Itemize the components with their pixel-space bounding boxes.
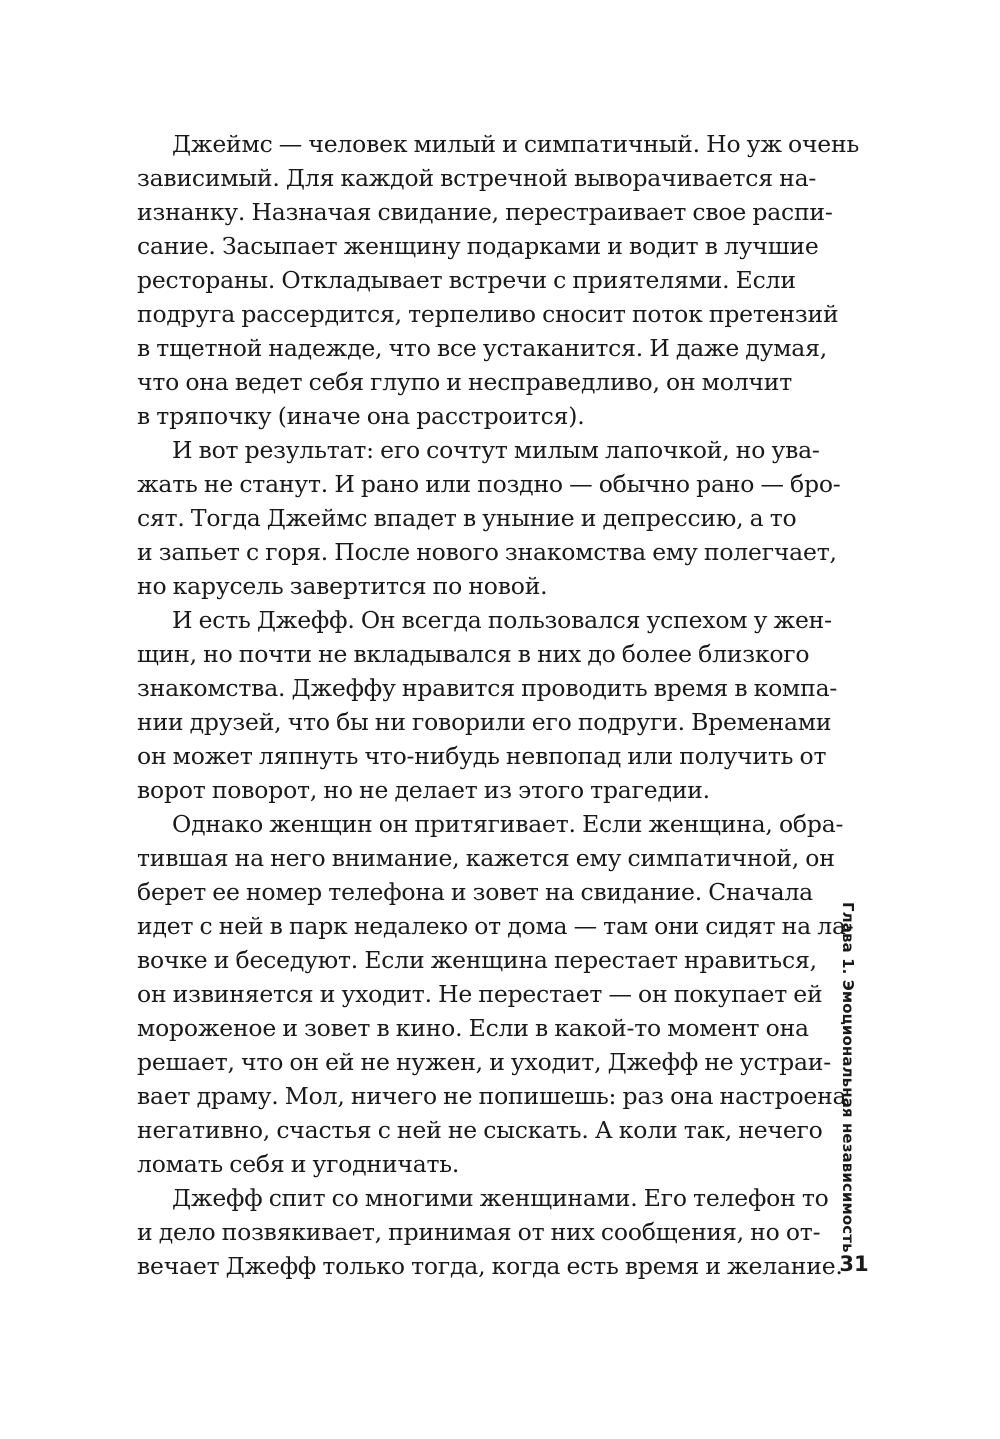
paragraph-2-line-5: но карусель завертится по новой. — [137, 572, 548, 600]
paragraph-4-line-10: негативно, счастья с ней не сыскать. А коли так, нечего — [137, 1116, 823, 1144]
paragraph-1-line-1: Джеймс — человек милый и симпатичный. Но уж очень — [172, 130, 860, 158]
paragraph-5-line-3: вечает Джефф только тогда, когда есть время и желание. — [137, 1252, 843, 1280]
paragraph-1-line-9: в тряпочку (иначе она расстроится). — [137, 402, 585, 430]
paragraph-2-line-1: И вот результат: его сочтут милым лапочкой, но ува- — [172, 436, 820, 464]
paragraph-4-line-1: Однако женщин он притягивает. Если женщина, обра- — [172, 810, 844, 838]
paragraph-4-line-4: идет с ней в парк недалеко от дома — там они сидят на ла- — [137, 912, 854, 940]
paragraph-4-line-11: ломать себя и угодничать. — [137, 1150, 460, 1178]
paragraph-1-line-2: зависимый. Для каждой встречной выворачивается на- — [137, 164, 817, 192]
paragraph-3-line-6: ворот поворот, но не делает из этого трагедии. — [137, 776, 710, 804]
paragraph-1-line-8: что она ведет себя глупо и несправедливо, он молчит — [137, 368, 793, 396]
running-head-text: Глава 1. Эмоциональная независимость — [839, 902, 857, 1253]
paragraph-4-line-5: вочке и беседуют. Если женщина перестает нравиться, — [137, 946, 817, 974]
paragraph-4-line-7: мороженое и зовет в кино. Если в какой-то момент она — [137, 1014, 809, 1042]
paragraph-3-line-2: щин, но почти не вкладывался в них до более близкого — [137, 640, 810, 668]
paragraph-2-line-4: и запьет с горя. После нового знакомства ему полегчает, — [137, 538, 837, 566]
paragraph-4-line-3: берет ее номер телефона и зовет на свидание. Сначала — [137, 878, 813, 906]
paragraph-5-line-2: и дело позвякивает, принимая от них сообщения, но от- — [137, 1218, 821, 1246]
paragraph-4-line-8: решает, что он ей не нужен, и уходит, Джефф не устраи- — [137, 1048, 831, 1076]
paragraph-3-line-3: знакомства. Джеффу нравится проводить время в компа- — [137, 674, 838, 702]
paragraph-5-line-1: Джефф спит со многими женщинами. Его телефон то — [172, 1184, 829, 1212]
paragraph-1-line-5: рестораны. Откладывает встречи с приятелями. Если — [137, 266, 796, 294]
paragraph-1-line-6: подруга рассердится, терпеливо сносит поток претензий — [137, 300, 839, 328]
paragraph-3-line-1: И есть Джефф. Он всегда пользовался успехом у жен- — [172, 606, 832, 634]
page-number: 31 — [839, 1252, 869, 1276]
paragraph-4-line-9: вает драму. Мол, ничего не попишешь: раз она настроена — [137, 1082, 847, 1110]
paragraph-1-line-3: изнанку. Назначая свидание, перестраивает свое распи- — [137, 198, 833, 226]
paragraph-2-line-2: жать не станут. И рано или поздно — обычно рано — бро- — [137, 470, 841, 498]
paragraph-4-line-6: он извиняется и уходит. Не перестает — он покупает ей — [137, 980, 823, 1008]
paragraph-3-line-5: он может ляпнуть что-нибудь невпопад или получить от — [137, 742, 827, 770]
paragraph-1-line-7: в тщетной надежде, что все устаканится. И даже думая, — [137, 334, 827, 362]
paragraph-1-line-4: сание. Засыпает женщину подарками и водит в лучшие — [137, 232, 819, 260]
running-head — [838, 902, 858, 1253]
paragraph-2-line-3: сят. Тогда Джеймс впадет в уныние и депрессию, а то — [137, 504, 797, 532]
paragraph-3-line-4: нии друзей, что бы ни говорили его подруги. Временами — [137, 708, 832, 736]
paragraph-4-line-2: тившая на него внимание, кажется ему симпатичной, он — [137, 844, 835, 872]
